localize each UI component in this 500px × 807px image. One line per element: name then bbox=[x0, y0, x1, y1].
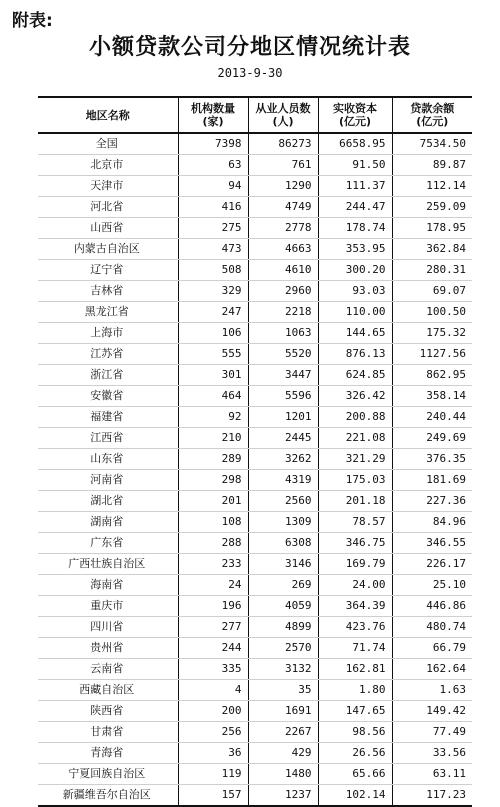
header-employees-line2: (人) bbox=[272, 115, 294, 128]
cell-paid-in-capital: 876.13 bbox=[318, 344, 392, 365]
cell-loan-balance: 175.32 bbox=[392, 323, 472, 344]
table-row bbox=[38, 491, 472, 512]
cell-employees: 2778 bbox=[248, 218, 318, 239]
cell-region: 重庆市 bbox=[38, 596, 178, 617]
cell-loan-balance: 112.14 bbox=[392, 176, 472, 197]
cell-region: 辽宁省 bbox=[38, 260, 178, 281]
cell-region: 内蒙古自治区 bbox=[38, 239, 178, 260]
cell-institutions: 473 bbox=[178, 239, 248, 260]
cell-institutions: 288 bbox=[178, 533, 248, 554]
cell-region: 全国 bbox=[38, 133, 178, 155]
cell-employees: 269 bbox=[248, 575, 318, 596]
header-loan-balance bbox=[392, 97, 472, 133]
cell-institutions: 256 bbox=[178, 722, 248, 743]
cell-region: 贵州省 bbox=[38, 638, 178, 659]
cell-loan-balance: 1127.56 bbox=[392, 344, 472, 365]
cell-employees: 2560 bbox=[248, 491, 318, 512]
cell-loan-balance: 178.95 bbox=[392, 218, 472, 239]
header-employees-line1: 从业人员数 bbox=[255, 102, 311, 115]
table-row bbox=[38, 701, 472, 722]
header-loan-balance-line1: 贷款余额 bbox=[410, 102, 455, 115]
cell-region: 湖南省 bbox=[38, 512, 178, 533]
cell-paid-in-capital: 147.65 bbox=[318, 701, 392, 722]
cell-loan-balance: 33.56 bbox=[392, 743, 472, 764]
cell-institutions: 210 bbox=[178, 428, 248, 449]
cell-employees: 35 bbox=[248, 680, 318, 701]
cell-paid-in-capital: 169.79 bbox=[318, 554, 392, 575]
header-paid-in-capital bbox=[318, 97, 392, 133]
table-body bbox=[38, 133, 472, 806]
cell-employees: 2218 bbox=[248, 302, 318, 323]
cell-institutions: 289 bbox=[178, 449, 248, 470]
cell-paid-in-capital: 162.81 bbox=[318, 659, 392, 680]
cell-region: 宁夏回族自治区 bbox=[38, 764, 178, 785]
table-row bbox=[38, 638, 472, 659]
cell-loan-balance: 226.17 bbox=[392, 554, 472, 575]
cell-employees: 2267 bbox=[248, 722, 318, 743]
cell-paid-in-capital: 144.65 bbox=[318, 323, 392, 344]
cell-region: 吉林省 bbox=[38, 281, 178, 302]
table-row bbox=[38, 197, 472, 218]
cell-institutions: 555 bbox=[178, 344, 248, 365]
cell-employees: 4059 bbox=[248, 596, 318, 617]
cell-loan-balance: 227.36 bbox=[392, 491, 472, 512]
table-row bbox=[38, 323, 472, 344]
cell-region: 西藏自治区 bbox=[38, 680, 178, 701]
cell-region: 上海市 bbox=[38, 323, 178, 344]
cell-paid-in-capital: 78.57 bbox=[318, 512, 392, 533]
cell-institutions: 63 bbox=[178, 155, 248, 176]
cell-institutions: 329 bbox=[178, 281, 248, 302]
table-row bbox=[38, 407, 472, 428]
table-row bbox=[38, 596, 472, 617]
cell-institutions: 244 bbox=[178, 638, 248, 659]
cell-employees: 1691 bbox=[248, 701, 318, 722]
cell-paid-in-capital: 91.50 bbox=[318, 155, 392, 176]
cell-loan-balance: 346.55 bbox=[392, 533, 472, 554]
cell-region: 江西省 bbox=[38, 428, 178, 449]
cell-region: 云南省 bbox=[38, 659, 178, 680]
cell-loan-balance: 63.11 bbox=[392, 764, 472, 785]
cell-institutions: 298 bbox=[178, 470, 248, 491]
cell-employees: 6308 bbox=[248, 533, 318, 554]
table-row bbox=[38, 785, 472, 807]
cell-loan-balance: 100.50 bbox=[392, 302, 472, 323]
cell-institutions: 94 bbox=[178, 176, 248, 197]
cell-employees: 3447 bbox=[248, 365, 318, 386]
cell-paid-in-capital: 201.18 bbox=[318, 491, 392, 512]
cell-loan-balance: 249.69 bbox=[392, 428, 472, 449]
cell-institutions: 233 bbox=[178, 554, 248, 575]
cell-employees: 3146 bbox=[248, 554, 318, 575]
header-institutions bbox=[178, 97, 248, 133]
cell-region: 广西壮族自治区 bbox=[38, 554, 178, 575]
cell-employees: 2445 bbox=[248, 428, 318, 449]
table-row bbox=[38, 176, 472, 197]
cell-employees: 761 bbox=[248, 155, 318, 176]
page-title: 小额贷款公司分地区情况统计表 bbox=[88, 35, 411, 60]
cell-loan-balance: 376.35 bbox=[392, 449, 472, 470]
cell-paid-in-capital: 244.47 bbox=[318, 197, 392, 218]
cell-institutions: 24 bbox=[178, 575, 248, 596]
appendix-label: 附表: bbox=[12, 11, 53, 31]
table-row bbox=[38, 617, 472, 638]
cell-loan-balance: 181.69 bbox=[392, 470, 472, 491]
cell-institutions: 7398 bbox=[178, 133, 248, 155]
cell-paid-in-capital: 111.37 bbox=[318, 176, 392, 197]
table-row bbox=[38, 449, 472, 470]
table-row bbox=[38, 260, 472, 281]
cell-employees: 1201 bbox=[248, 407, 318, 428]
cell-region: 湖北省 bbox=[38, 491, 178, 512]
table-row bbox=[38, 155, 472, 176]
cell-institutions: 108 bbox=[178, 512, 248, 533]
table-row bbox=[38, 133, 472, 155]
cell-institutions: 119 bbox=[178, 764, 248, 785]
cell-employees: 4319 bbox=[248, 470, 318, 491]
cell-region: 安徽省 bbox=[38, 386, 178, 407]
cell-paid-in-capital: 65.66 bbox=[318, 764, 392, 785]
cell-paid-in-capital: 1.80 bbox=[318, 680, 392, 701]
cell-institutions: 335 bbox=[178, 659, 248, 680]
cell-employees: 3132 bbox=[248, 659, 318, 680]
table-row bbox=[38, 764, 472, 785]
cell-institutions: 508 bbox=[178, 260, 248, 281]
cell-region: 河北省 bbox=[38, 197, 178, 218]
cell-loan-balance: 149.42 bbox=[392, 701, 472, 722]
cell-loan-balance: 84.96 bbox=[392, 512, 472, 533]
table-row bbox=[38, 218, 472, 239]
cell-loan-balance: 7534.50 bbox=[392, 133, 472, 155]
cell-loan-balance: 862.95 bbox=[392, 365, 472, 386]
cell-employees: 1063 bbox=[248, 323, 318, 344]
cell-paid-in-capital: 353.95 bbox=[318, 239, 392, 260]
cell-employees: 4663 bbox=[248, 239, 318, 260]
table-row bbox=[38, 680, 472, 701]
report-date: 2013-9-30 bbox=[217, 66, 283, 80]
cell-loan-balance: 362.84 bbox=[392, 239, 472, 260]
cell-paid-in-capital: 346.75 bbox=[318, 533, 392, 554]
cell-paid-in-capital: 364.39 bbox=[318, 596, 392, 617]
cell-region: 广东省 bbox=[38, 533, 178, 554]
cell-employees: 86273 bbox=[248, 133, 318, 155]
cell-employees: 4749 bbox=[248, 197, 318, 218]
table-header-row bbox=[38, 97, 472, 133]
cell-paid-in-capital: 423.76 bbox=[318, 617, 392, 638]
cell-loan-balance: 117.23 bbox=[392, 785, 472, 807]
cell-paid-in-capital: 24.00 bbox=[318, 575, 392, 596]
cell-institutions: 157 bbox=[178, 785, 248, 807]
cell-employees: 1480 bbox=[248, 764, 318, 785]
header-paid-in-capital-line2: (亿元) bbox=[338, 115, 372, 128]
cell-loan-balance: 240.44 bbox=[392, 407, 472, 428]
cell-paid-in-capital: 326.42 bbox=[318, 386, 392, 407]
cell-employees: 1290 bbox=[248, 176, 318, 197]
cell-paid-in-capital: 200.88 bbox=[318, 407, 392, 428]
cell-loan-balance: 480.74 bbox=[392, 617, 472, 638]
cell-paid-in-capital: 71.74 bbox=[318, 638, 392, 659]
table-row bbox=[38, 554, 472, 575]
table-row bbox=[38, 281, 472, 302]
cell-loan-balance: 259.09 bbox=[392, 197, 472, 218]
cell-loan-balance: 358.14 bbox=[392, 386, 472, 407]
cell-paid-in-capital: 93.03 bbox=[318, 281, 392, 302]
cell-employees: 4899 bbox=[248, 617, 318, 638]
cell-region: 天津市 bbox=[38, 176, 178, 197]
cell-paid-in-capital: 110.00 bbox=[318, 302, 392, 323]
cell-institutions: 200 bbox=[178, 701, 248, 722]
cell-loan-balance: 1.63 bbox=[392, 680, 472, 701]
table-row bbox=[38, 512, 472, 533]
table-row bbox=[38, 575, 472, 596]
cell-institutions: 36 bbox=[178, 743, 248, 764]
cell-paid-in-capital: 102.14 bbox=[318, 785, 392, 807]
cell-region: 河南省 bbox=[38, 470, 178, 491]
table-row bbox=[38, 659, 472, 680]
cell-paid-in-capital: 26.56 bbox=[318, 743, 392, 764]
header-region-line1: 地区名称 bbox=[85, 108, 130, 122]
cell-region: 山西省 bbox=[38, 218, 178, 239]
cell-region: 陕西省 bbox=[38, 701, 178, 722]
cell-employees: 3262 bbox=[248, 449, 318, 470]
cell-paid-in-capital: 6658.95 bbox=[318, 133, 392, 155]
cell-loan-balance: 69.07 bbox=[392, 281, 472, 302]
cell-institutions: 416 bbox=[178, 197, 248, 218]
cell-institutions: 464 bbox=[178, 386, 248, 407]
table-row bbox=[38, 722, 472, 743]
cell-institutions: 275 bbox=[178, 218, 248, 239]
cell-region: 江苏省 bbox=[38, 344, 178, 365]
cell-paid-in-capital: 98.56 bbox=[318, 722, 392, 743]
cell-loan-balance: 280.31 bbox=[392, 260, 472, 281]
cell-region: 北京市 bbox=[38, 155, 178, 176]
header-paid-in-capital-line1: 实收资本 bbox=[333, 102, 377, 115]
header-region bbox=[38, 97, 178, 133]
cell-region: 甘肃省 bbox=[38, 722, 178, 743]
cell-paid-in-capital: 300.20 bbox=[318, 260, 392, 281]
header-employees bbox=[248, 97, 318, 133]
cell-loan-balance: 66.79 bbox=[392, 638, 472, 659]
cell-loan-balance: 162.64 bbox=[392, 659, 472, 680]
cell-region: 四川省 bbox=[38, 617, 178, 638]
statistics-table bbox=[38, 96, 472, 807]
cell-employees: 5596 bbox=[248, 386, 318, 407]
cell-institutions: 4 bbox=[178, 680, 248, 701]
cell-institutions: 301 bbox=[178, 365, 248, 386]
header-institutions-line1: 机构数量 bbox=[191, 102, 235, 115]
cell-loan-balance: 446.86 bbox=[392, 596, 472, 617]
cell-institutions: 277 bbox=[178, 617, 248, 638]
header-institutions-line2: (家) bbox=[202, 115, 224, 128]
cell-loan-balance: 77.49 bbox=[392, 722, 472, 743]
cell-loan-balance: 25.10 bbox=[392, 575, 472, 596]
cell-institutions: 247 bbox=[178, 302, 248, 323]
cell-employees: 1237 bbox=[248, 785, 318, 807]
cell-employees: 1309 bbox=[248, 512, 318, 533]
cell-loan-balance: 89.87 bbox=[392, 155, 472, 176]
table-row bbox=[38, 470, 472, 491]
cell-region: 黑龙江省 bbox=[38, 302, 178, 323]
table-row bbox=[38, 365, 472, 386]
cell-institutions: 201 bbox=[178, 491, 248, 512]
cell-institutions: 196 bbox=[178, 596, 248, 617]
cell-employees: 2570 bbox=[248, 638, 318, 659]
cell-institutions: 106 bbox=[178, 323, 248, 344]
cell-region: 海南省 bbox=[38, 575, 178, 596]
table-row bbox=[38, 344, 472, 365]
cell-paid-in-capital: 178.74 bbox=[318, 218, 392, 239]
table-row bbox=[38, 428, 472, 449]
table-row bbox=[38, 533, 472, 554]
table-row bbox=[38, 386, 472, 407]
cell-region: 青海省 bbox=[38, 743, 178, 764]
header-loan-balance-line2: (亿元) bbox=[416, 115, 449, 128]
cell-paid-in-capital: 221.08 bbox=[318, 428, 392, 449]
cell-region: 新疆维吾尔自治区 bbox=[38, 785, 178, 807]
cell-paid-in-capital: 175.03 bbox=[318, 470, 392, 491]
cell-employees: 2960 bbox=[248, 281, 318, 302]
cell-region: 浙江省 bbox=[38, 365, 178, 386]
table-row bbox=[38, 239, 472, 260]
cell-employees: 5520 bbox=[248, 344, 318, 365]
cell-employees: 4610 bbox=[248, 260, 318, 281]
cell-paid-in-capital: 624.85 bbox=[318, 365, 392, 386]
cell-region: 山东省 bbox=[38, 449, 178, 470]
table-row bbox=[38, 743, 472, 764]
cell-region: 福建省 bbox=[38, 407, 178, 428]
cell-employees: 429 bbox=[248, 743, 318, 764]
table-row bbox=[38, 302, 472, 323]
cell-paid-in-capital: 321.29 bbox=[318, 449, 392, 470]
cell-institutions: 92 bbox=[178, 407, 248, 428]
